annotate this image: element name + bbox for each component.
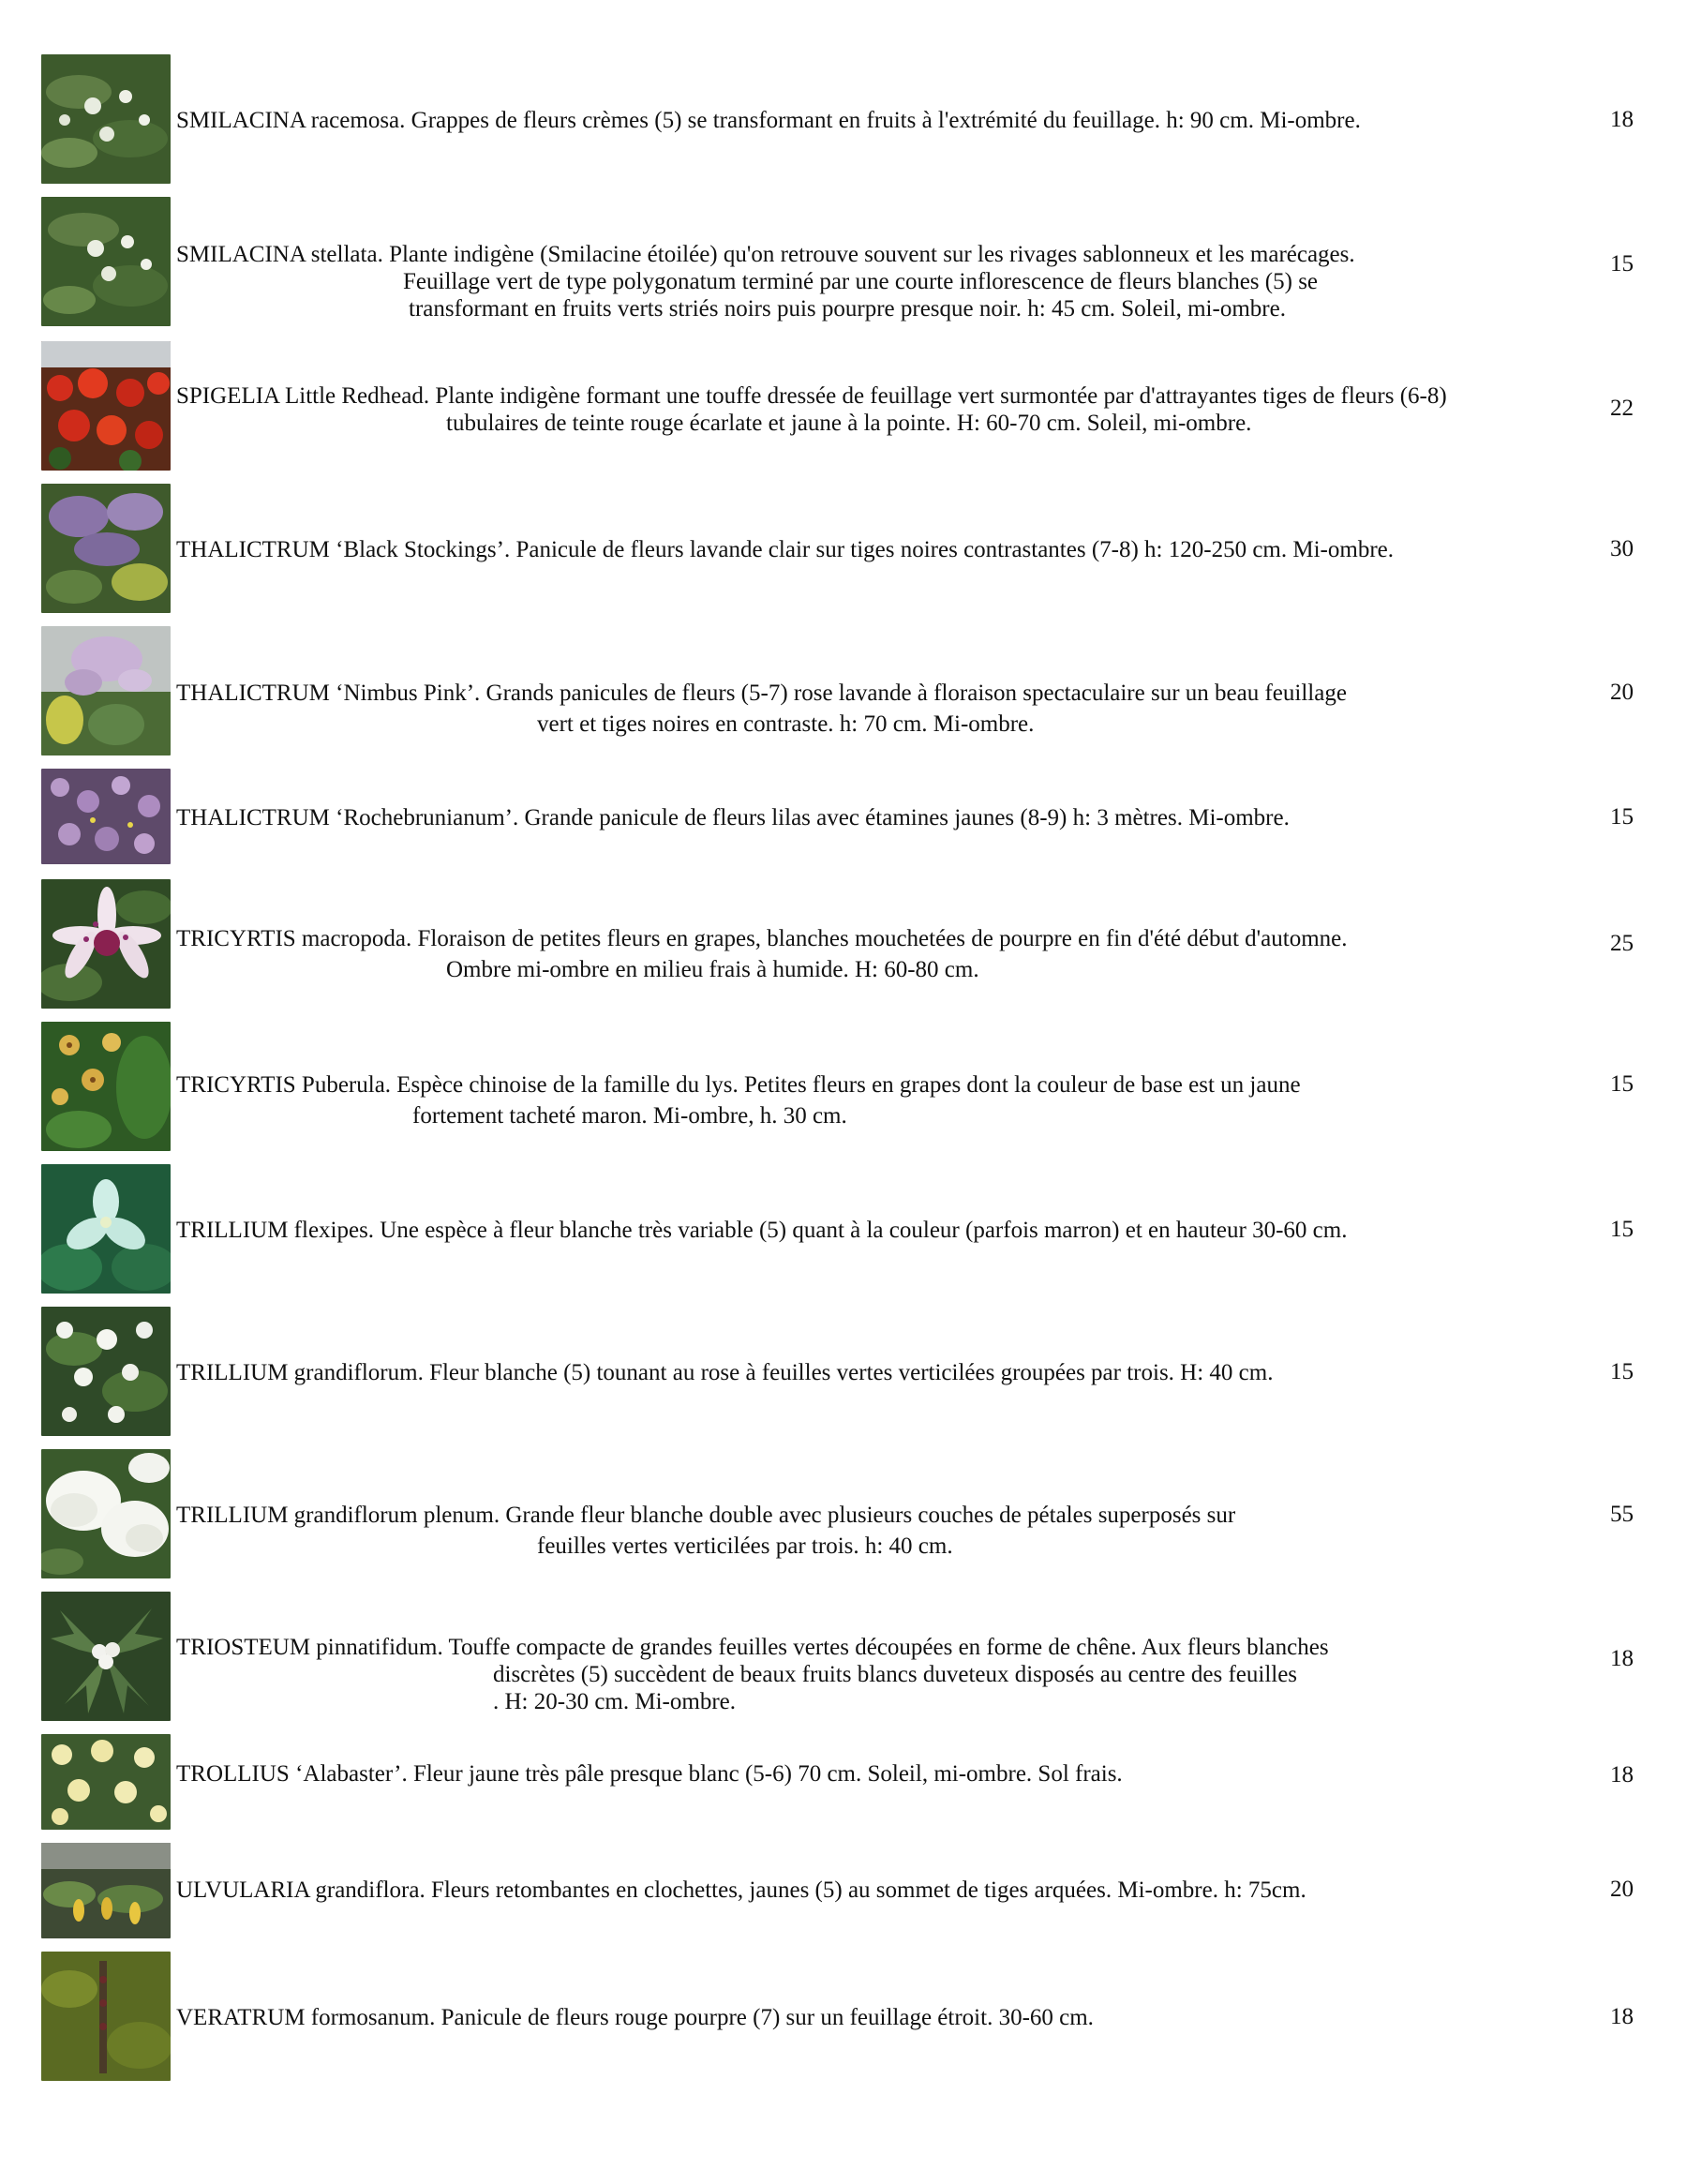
tricyrtis-puberula-photo (41, 1022, 171, 1151)
item-description: TRIOSTEUM pinnatifidum. Touffe compacte de grandes feuilles vertes découpées en forme de chêne. Aux fleurs blanches discrètes (5) succèdent de beaux fruits blancs duveteux disposés au centre des feuilles . H: 20-30 cm. Mi-ombre. (176, 1635, 1329, 1714)
veratrum-formosanum-photo (41, 1952, 171, 2081)
triosteum-pinnatifidum-photo (41, 1592, 171, 1721)
item-description: TRICYRTIS Puberula. Espèce chinoise de la famille du lys. Petites fleurs en grapes dont la couleur de base est un jaune fortement tacheté maron. Mi-ombre, h. 30 cm. (176, 1072, 1301, 1129)
list-item (0, 1307, 1687, 1436)
list-item (0, 1843, 1687, 1938)
list-item (0, 1449, 1687, 1578)
trillium-grandiflorum-plenum-photo (41, 1449, 171, 1578)
item-description: THALICTRUM ‘Nimbus Pink’. Grands panicules de fleurs (5-7) rose lavande à floraison spectaculaire sur un beau feuillage vert et tiges noires en contraste. h: 70 cm. Mi-ombre. (176, 681, 1347, 737)
item-description: THALICTRUM ‘Rochebrunianum’. Grande panicule de fleurs lilas avec étamines jaunes (8-9) h: 3 mètres. Mi-ombre. (176, 805, 1290, 830)
list-item (0, 484, 1687, 613)
item-description: SMILACINA racemosa. Grappes de fleurs crèmes (5) se transformant en fruits à l'extrémité du feuillage. h: 90 cm. Mi-ombre. (176, 108, 1361, 133)
item-description: TRILLIUM grandiflorum plenum. Grande fleur blanche double avec plusieurs couches de pétales superposés sur feuilles vertes verticilées par trois. h: 40 cm. (176, 1503, 1236, 1559)
list-item (0, 1952, 1687, 2081)
item-price: 18 (1610, 107, 1634, 132)
thalictrum-rochebrunianum-photo (41, 769, 171, 864)
trillium-flexipes-photo (41, 1164, 171, 1294)
smilacina-racemosa-photo (41, 54, 171, 184)
item-description: SPIGELIA Little Redhead. Plante indigène formant une touffe dressée de feuillage vert surmontée par d'attrayantes tiges de fleurs (6-8) tubulaires de teinte rouge écarlate et jaune à la pointe. H: 60-70 cm. Soleil, mi-ombre. (176, 383, 1447, 436)
list-item (0, 1022, 1687, 1151)
item-description: TRICYRTIS macropoda. Floraison de petites fleurs en grapes, blanches mouchetées de pourpre en fin d'été début d'automne. Ombre mi-ombre en milieu frais à humide. H: 60-80 cm. (176, 926, 1348, 982)
item-price: 15 (1610, 804, 1634, 830)
thalictrum-nimbus-pink-photo (41, 626, 171, 755)
list-item (0, 1164, 1687, 1294)
item-price: 20 (1610, 680, 1634, 705)
item-price: 18 (1610, 1762, 1634, 1788)
item-description: ULVULARIA grandiflora. Fleurs retombantes en clochettes, jaunes (5) au sommet de tiges arquées. Mi-ombre. h: 75cm. (176, 1877, 1306, 1903)
item-description: SMILACINA stellata. Plante indigène (Smilacine étoilée) qu'on retrouve souvent sur les rivages sablonneux et les marécages. Feuillage vert de type polygonatum terminé par une courte inflorescence de fleurs blanches (5) se transformant en fruits verts striés noirs puis pourpre presque noir. h: 45 cm. Soleil, mi-ombre. (176, 242, 1355, 322)
list-item (0, 341, 1687, 471)
item-price: 15 (1610, 1359, 1634, 1384)
item-description: TROLLIUS ‘Alabaster’. Fleur jaune très pâle presque blanc (5-6) 70 cm. Soleil, mi-ombre. Sol frais. (176, 1761, 1123, 1787)
item-description: TRILLIUM grandiflorum. Fleur blanche (5) tounant au rose à feuilles vertes verticilées groupées par trois. H: 40 cm. (176, 1360, 1274, 1385)
list-item (0, 879, 1687, 1009)
item-price: 20 (1610, 1877, 1634, 1902)
list-item (0, 626, 1687, 755)
spigelia-photo (41, 341, 171, 471)
item-price: 15 (1610, 1217, 1634, 1242)
item-price: 15 (1610, 1071, 1634, 1097)
list-item (0, 1592, 1687, 1721)
item-price: 55 (1610, 1502, 1634, 1527)
item-description: TRILLIUM flexipes. Une espèce à fleur blanche très variable (5) quant à la couleur (parfois marron) et en hauteur 30-60 cm. (176, 1218, 1348, 1243)
uvularia-grandiflora-photo (41, 1843, 171, 1938)
tricyrtis-macropoda-photo (41, 879, 171, 1009)
list-item (0, 197, 1687, 326)
thalictrum-black-stockings-photo (41, 484, 171, 613)
trollius-alabaster-photo (41, 1734, 171, 1830)
smilacina-stellata-photo (41, 197, 171, 326)
list-item (0, 54, 1687, 184)
item-price: 18 (1610, 1646, 1634, 1671)
list-item (0, 1734, 1687, 1830)
trillium-grandiflorum-photo (41, 1307, 171, 1436)
item-price: 22 (1610, 396, 1634, 421)
item-description: THALICTRUM ‘Black Stockings’. Panicule de fleurs lavande clair sur tiges noires contrastantes (7-8) h: 120-250 cm. Mi-ombre. (176, 537, 1394, 562)
item-price: 25 (1610, 931, 1634, 956)
item-description: VERATRUM formosanum. Panicule de fleurs rouge pourpre (7) sur un feuillage étroit. 30-60 cm. (176, 2005, 1094, 2030)
item-price: 30 (1610, 536, 1634, 561)
item-price: 18 (1610, 2004, 1634, 2029)
item-price: 15 (1610, 251, 1634, 277)
list-item (0, 769, 1687, 864)
